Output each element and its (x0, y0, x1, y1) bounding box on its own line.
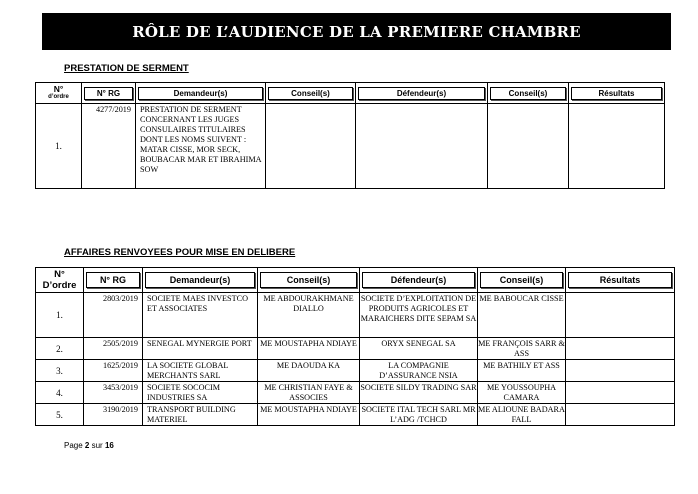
cell-conseil2: ME BABOUCAR CISSE (478, 293, 566, 338)
header-ordre-sub: D’ordre (42, 280, 77, 291)
header-demandeur-label: Demandeur(s) (145, 272, 255, 288)
header-resultats-label: Résultats (568, 272, 672, 288)
cell-conseil1: ME MOUSTAPHA NDIAYE (258, 404, 360, 426)
cell-conseil1: ME CHRISTIAN FAYE & ASSOCIES (258, 382, 360, 404)
cell-demandeur: PRESTATION DE SERMENT CONCERNANT LES JUGES CONSULAIRES TITULAIRES DONT LES NOMS SUIVENT : MATAR CISSE, MOR SECK, BOUBACAR MAR ET IBRAHIMA SOW (136, 104, 266, 189)
table-header-row (36, 83, 665, 104)
cell-demandeur: SENEGAL MYNERGIE PORT (143, 338, 258, 360)
table-header-row (36, 268, 675, 293)
header-resultats-label: Résultats (571, 87, 662, 100)
cell-conseil2: ME FRANÇOIS SARR & ASS (478, 339, 565, 358)
cell-defendeur: LA COMPAGNIE D’ASSURANCE NSIA (360, 360, 478, 382)
header-defendeur-label: Défendeur(s) (362, 272, 475, 288)
cell-conseil1: ME ABDOURAKHMANE DIALLO (258, 293, 360, 338)
page-title: RÔLE DE L’AUDIENCE DE LA PREMIERE CHAMBRE (42, 13, 671, 50)
cell-num: 3. (36, 360, 84, 382)
header-demandeur (143, 268, 258, 293)
cell-conseil2: ME YOUSSOUPHA CAMARA (478, 382, 566, 404)
header-conseil1 (266, 83, 356, 104)
cell-num: 1. (36, 293, 84, 338)
cell-defendeur (356, 104, 488, 189)
cell-rg: 1625/2019 (84, 360, 143, 382)
cell-demandeur: TRANSPORT BUILDING MATERIEL (143, 404, 258, 426)
cell-demandeur: LA SOCIETE GLOBAL MERCHANTS SARL (143, 360, 258, 382)
cell-num: 2. (36, 338, 84, 360)
footer-of-word: sur (91, 441, 103, 450)
cell-demandeur: SOCIETE MAES INVESTCO ET ASSOCIATES (143, 293, 258, 338)
header-conseil2 (478, 268, 566, 293)
table-row (36, 338, 675, 360)
cell-resultats (566, 360, 675, 382)
table-row (36, 404, 675, 426)
header-defendeur (360, 268, 478, 293)
table-row (36, 104, 665, 189)
footer-page-num: 2 (84, 441, 90, 450)
cell-resultats (569, 104, 665, 189)
header-ordre (36, 83, 82, 104)
header-conseil2-label: Conseil(s) (490, 87, 566, 100)
cell-num: 5. (36, 404, 84, 426)
header-ordre-main: N° (53, 84, 64, 94)
header-conseil2 (488, 83, 569, 104)
table-row (36, 382, 675, 404)
table-row (36, 360, 675, 382)
cell-resultats (566, 293, 675, 338)
cell-defendeur: SOCIETE ITAL TECH SARL MR L’ADG /TCHCD (361, 405, 476, 424)
cell-conseil2: ME BATHILY ET ASS (478, 360, 566, 382)
cell-rg: 2803/2019 (84, 293, 143, 338)
header-defendeur (356, 83, 488, 104)
section-heading-delibere: AFFAIRES RENVOYEES POUR MISE EN DELIBERE (64, 247, 296, 258)
cell-defendeur: ORYX SENEGAL SA (360, 338, 478, 360)
cell-resultats (566, 404, 675, 426)
cell-resultats (566, 338, 675, 360)
header-ordre-sub: d’ordre (48, 94, 69, 100)
cell-rg: 3190/2019 (84, 404, 143, 426)
header-conseil1-label: Conseil(s) (268, 87, 353, 100)
footer-page-word: Page (64, 441, 83, 450)
header-demandeur-label: Demandeur(s) (138, 87, 263, 100)
cell-defendeur: SOCIETE SILDY TRADING SAR (360, 382, 478, 404)
table-delibere (35, 267, 675, 426)
cell-rg: 4277/2019 (82, 104, 136, 189)
header-rg-label: N° RG (84, 87, 133, 100)
cell-num: 4. (36, 382, 84, 404)
cell-defendeur: SOCIETE D’EXPLOITATION DE PRODUITS AGRICOLES ET MARAICHERS DITE SEPAM SA (360, 293, 478, 338)
header-resultats (569, 83, 665, 104)
cell-rg: 2505/2019 (84, 338, 143, 360)
header-rg-label: N° RG (86, 272, 140, 288)
header-defendeur-label: Défendeur(s) (358, 87, 485, 100)
cell-conseil1: ME DAOUDA KA (258, 360, 360, 382)
cell-resultats (566, 382, 675, 404)
table-prestation (35, 82, 665, 189)
header-conseil1-label: Conseil(s) (260, 272, 357, 288)
header-resultats (566, 268, 675, 293)
cell-conseil2: ME ALIOUNE BADARA FALL (478, 405, 565, 424)
table-row (36, 293, 675, 338)
header-ordre-main: N° (54, 269, 65, 280)
header-conseil1 (258, 268, 360, 293)
header-rg (84, 268, 143, 293)
header-ordre (36, 268, 84, 293)
cell-demandeur: SOCIETE SOCOCIM INDUSTRIES SA (143, 382, 258, 404)
header-rg (82, 83, 136, 104)
cell-rg: 3453/2019 (84, 382, 143, 404)
page-footer (64, 441, 114, 450)
section-heading-prestation: PRESTATION DE SERMENT (64, 63, 189, 74)
header-conseil2-label: Conseil(s) (480, 272, 563, 288)
cell-num: 1. (36, 104, 82, 189)
cell-conseil1: ME MOUSTAPHA NDIAYE (258, 338, 360, 360)
cell-conseil2 (488, 104, 569, 189)
cell-conseil1 (266, 104, 356, 189)
header-demandeur (136, 83, 266, 104)
footer-total: 16 (104, 441, 114, 450)
